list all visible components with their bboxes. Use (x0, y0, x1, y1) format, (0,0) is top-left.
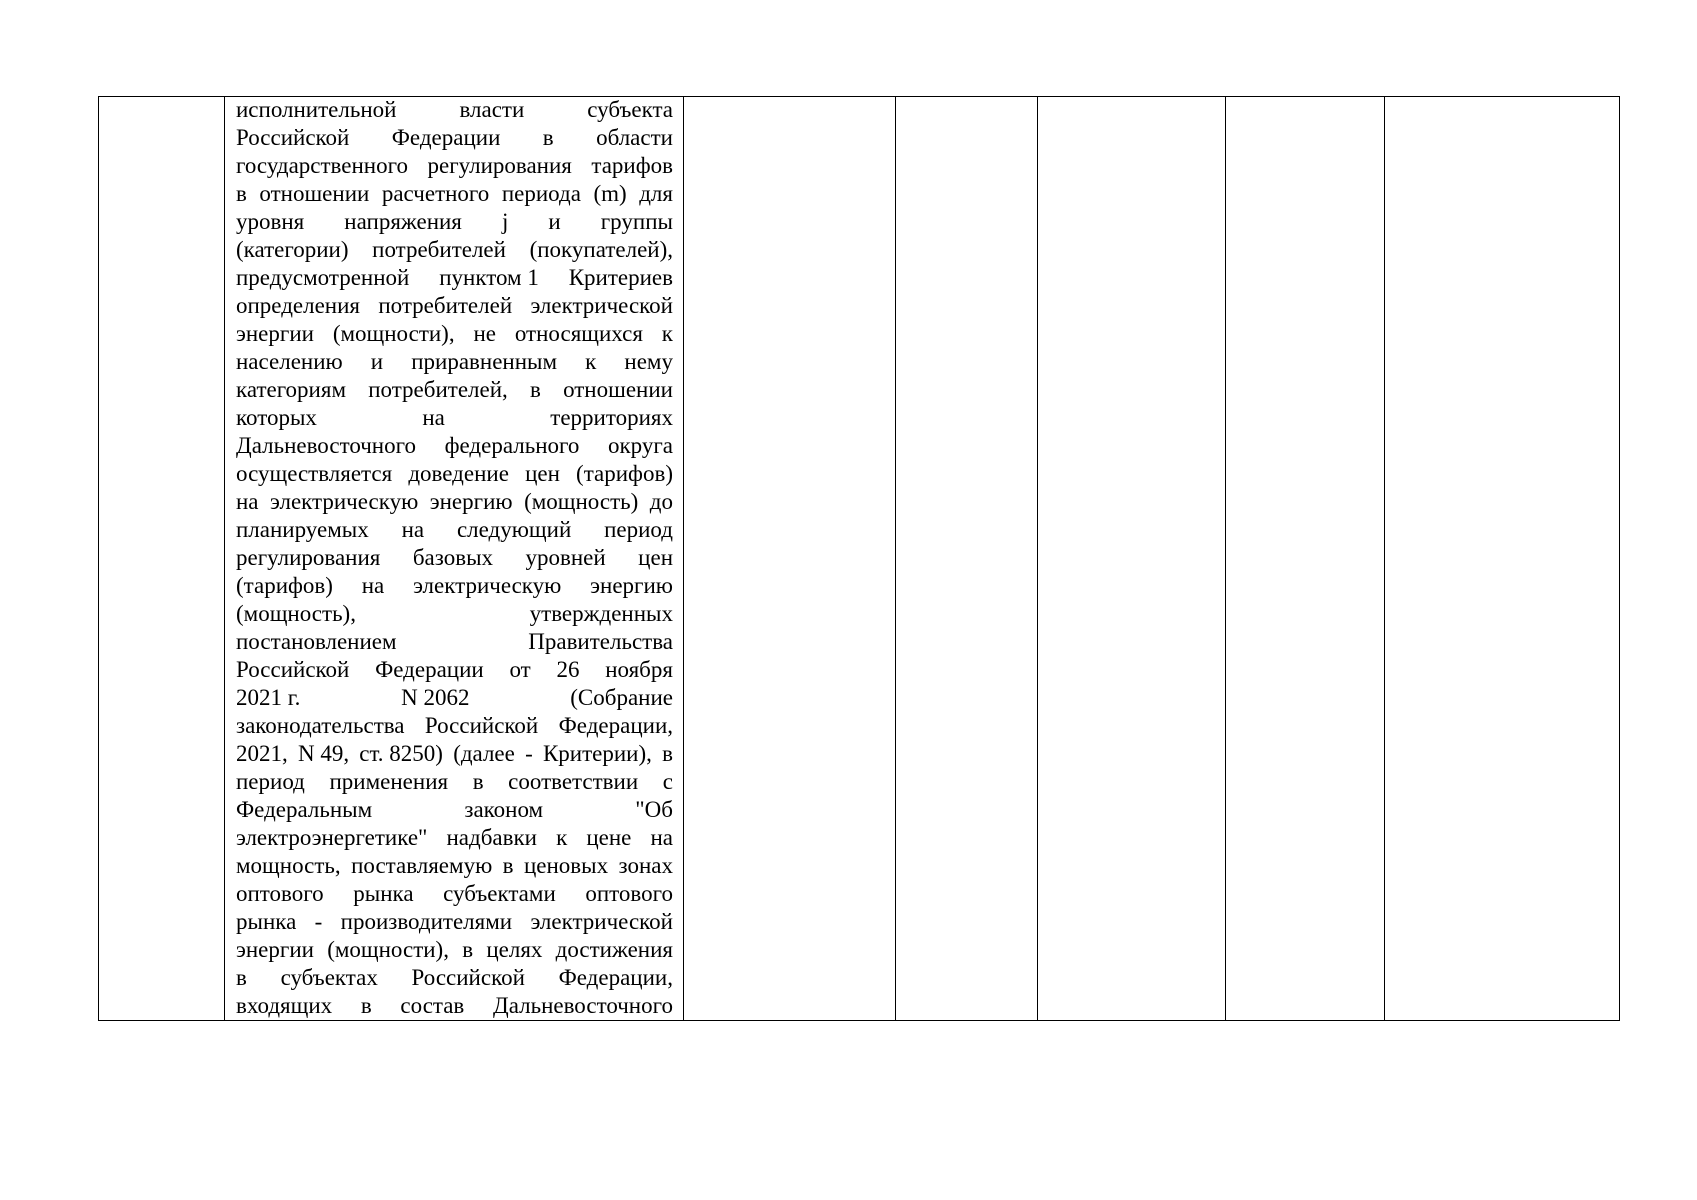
text-word: в (360, 993, 372, 1018)
text-word: цен (638, 545, 673, 570)
text-word: Российской (236, 657, 350, 682)
text-word: Дальневосточного (493, 993, 673, 1018)
text-word: оптового (585, 881, 673, 906)
text-word: потребителей (378, 293, 513, 318)
text-word: на (236, 489, 259, 514)
text-word: (мощности), (327, 937, 449, 962)
text-line (236, 432, 673, 460)
text-word: N 49, (297, 741, 350, 766)
text-line (236, 208, 673, 236)
text-word: которых (236, 405, 317, 430)
text-word: регулирования (236, 545, 381, 570)
text-word: энергии (236, 321, 314, 346)
text-word: (мощность), (236, 601, 356, 626)
text-word: период (604, 517, 673, 542)
table-cell-6 (1226, 97, 1385, 1021)
text-line (236, 488, 673, 516)
text-word: отношении (259, 181, 370, 206)
text-line (236, 992, 673, 1020)
text-word: законом (464, 797, 544, 822)
text-word: ноября (605, 657, 673, 682)
text-word: зонах (618, 853, 673, 878)
text-word: (мощности), (332, 321, 455, 346)
text-word: производителями (340, 909, 513, 934)
text-word: Критериев (568, 265, 673, 290)
document-table (98, 96, 1620, 1021)
text-word: для (639, 181, 673, 206)
text-word: нему (624, 349, 673, 374)
text-word: с (662, 769, 673, 794)
text-word: Российской (411, 965, 525, 990)
text-word: потребителей (372, 237, 506, 262)
text-word: периода (501, 181, 581, 206)
text-word: Федерации, (558, 965, 673, 990)
text-word: территориях (550, 405, 673, 430)
text-word: состав (400, 993, 465, 1018)
text-line (236, 236, 673, 264)
text-word: планируемых (236, 517, 369, 542)
text-word: j (501, 209, 509, 234)
text-word: (m) (593, 181, 627, 206)
text-word: в (542, 125, 554, 150)
text-word: - (314, 909, 323, 934)
text-line (236, 152, 673, 180)
text-word: субъектами (443, 881, 556, 906)
text-word: населению (236, 349, 343, 374)
text-word: Федерации (375, 657, 484, 682)
table-cell-3 (684, 97, 896, 1021)
text-word: доведение (408, 461, 509, 486)
text-line (236, 852, 673, 880)
text-word: от (509, 657, 531, 682)
text-word: достижения (555, 937, 673, 962)
text-line (236, 768, 673, 796)
text-word: федерального (444, 433, 580, 458)
text-word: энергию (429, 489, 513, 514)
text-word: и (370, 349, 384, 374)
text-word: - (525, 741, 533, 766)
text-word: применения (329, 769, 449, 794)
text-word: в (236, 181, 247, 206)
text-word: исполнительной (236, 97, 397, 122)
text-word: субъекта (587, 97, 673, 122)
text-word: власти (459, 97, 525, 122)
text-line (236, 516, 673, 544)
text-word: утвержденных (529, 601, 673, 626)
text-word: напряжения (344, 209, 462, 234)
table-cell-2 (225, 97, 684, 1021)
text-word: отношении (563, 377, 673, 402)
text-word: в (236, 965, 247, 990)
text-word: в (462, 937, 474, 962)
text-word: на (650, 825, 673, 850)
text-word: соответствии (508, 769, 639, 794)
text-word: расчетного (381, 181, 490, 206)
table-cell-1 (99, 97, 225, 1021)
text-word: (тарифов) (576, 461, 673, 486)
text-word: 2021 г. (236, 685, 301, 710)
text-word: законодательства (236, 713, 405, 738)
text-word: целях (486, 937, 543, 962)
text-word: определения (236, 293, 361, 318)
text-word: (покупателей), (529, 237, 673, 262)
text-word: электрическую (270, 489, 419, 514)
text-word: приравненным (411, 349, 558, 374)
text-line (236, 180, 673, 208)
text-word: электрическую (413, 573, 562, 598)
text-word: в (472, 769, 484, 794)
text-word: Дальневосточного (236, 433, 416, 458)
text-word: Российской (236, 125, 350, 150)
text-word: Российской (424, 713, 539, 738)
text-line (236, 824, 673, 852)
text-line (236, 740, 673, 768)
text-word: Критерии), (542, 741, 652, 766)
text-word: к (556, 825, 568, 850)
text-line (236, 908, 673, 936)
text-word: (категории) (236, 237, 349, 262)
text-line (236, 628, 673, 656)
text-word: входящих (236, 993, 333, 1018)
text-word: базовых (412, 545, 494, 570)
text-line (236, 796, 673, 824)
text-line (236, 880, 673, 908)
text-line (236, 320, 673, 348)
text-word: 2021, (236, 741, 288, 766)
table-cell-4 (896, 97, 1038, 1021)
text-word: 26 (556, 657, 580, 682)
text-word: цене (586, 825, 632, 850)
text-word: период (236, 769, 305, 794)
text-line (236, 376, 673, 404)
text-word: Федеральным (236, 797, 373, 822)
text-word: на (401, 517, 425, 542)
text-word: мощность, (236, 853, 341, 878)
text-word: ст. 8250) (359, 741, 443, 766)
text-line (236, 264, 673, 292)
text-word: уровней (525, 545, 606, 570)
text-word: рынка (353, 881, 414, 906)
text-line (236, 572, 673, 600)
text-word: цен (525, 461, 560, 486)
text-word: энергию (590, 573, 673, 598)
text-word: округа (607, 433, 673, 458)
text-word: относящихся (514, 321, 643, 346)
text-word: группы (600, 209, 673, 234)
text-word: тарифов (591, 153, 673, 178)
text-word: "Об (635, 797, 673, 822)
text-word: электрической (530, 293, 673, 318)
text-word: субъектах (280, 965, 378, 990)
text-word: (Собрание (570, 685, 673, 710)
text-word: предусмотренной (236, 265, 410, 290)
text-line (236, 684, 673, 712)
text-word: на (361, 573, 385, 598)
text-word: (мощность) (524, 489, 639, 514)
text-line (236, 964, 673, 992)
text-line (236, 404, 673, 432)
text-word: и (548, 209, 561, 234)
table-cell-5 (1038, 97, 1226, 1021)
text-word: категориям (236, 377, 347, 402)
text-line (236, 124, 673, 152)
text-word: пунктом 1 (439, 265, 539, 290)
text-word: на (422, 405, 445, 430)
text-word: регулирования (427, 153, 572, 178)
text-word: ценовых (523, 853, 609, 878)
text-line (236, 712, 673, 740)
text-word: в (529, 377, 541, 402)
text-word: осуществляется (236, 461, 393, 486)
text-word: к (661, 321, 673, 346)
text-word: N 2062 (401, 685, 470, 710)
text-word: электроэнергетике" (236, 825, 428, 850)
text-word: следующий (456, 517, 572, 542)
text-word: Правительства (528, 629, 673, 654)
text-line (236, 292, 673, 320)
table-cell-7 (1385, 97, 1620, 1021)
text-line (236, 544, 673, 572)
text-word: в (662, 741, 673, 766)
text-word: (далее (453, 741, 515, 766)
text-word: потребителей, (368, 377, 508, 402)
text-line (236, 460, 673, 488)
text-word: оптового (236, 881, 324, 906)
text-line (236, 96, 673, 124)
text-line (236, 348, 673, 376)
text-line (236, 936, 673, 964)
text-word: Федерации (391, 125, 501, 150)
text-word: электрической (530, 909, 673, 934)
text-line (236, 656, 673, 684)
text-word: надбавки (446, 825, 537, 850)
text-word: к (585, 349, 597, 374)
text-word: постановлением (236, 629, 397, 654)
text-word: государственного (236, 153, 408, 178)
text-word: Федерации, (558, 713, 673, 738)
text-word: в (502, 853, 514, 878)
text-word: рынка (236, 909, 297, 934)
text-word: области (596, 125, 673, 150)
text-word: до (649, 489, 673, 514)
text-word: не (473, 321, 496, 346)
text-word: энергии (236, 937, 314, 962)
table-row (99, 97, 1620, 1021)
text-line (236, 600, 673, 628)
text-word: (тарифов) (236, 573, 333, 598)
text-word: поставляемую (351, 853, 493, 878)
text-word: уровня (236, 209, 305, 234)
cell-text (225, 96, 683, 1020)
